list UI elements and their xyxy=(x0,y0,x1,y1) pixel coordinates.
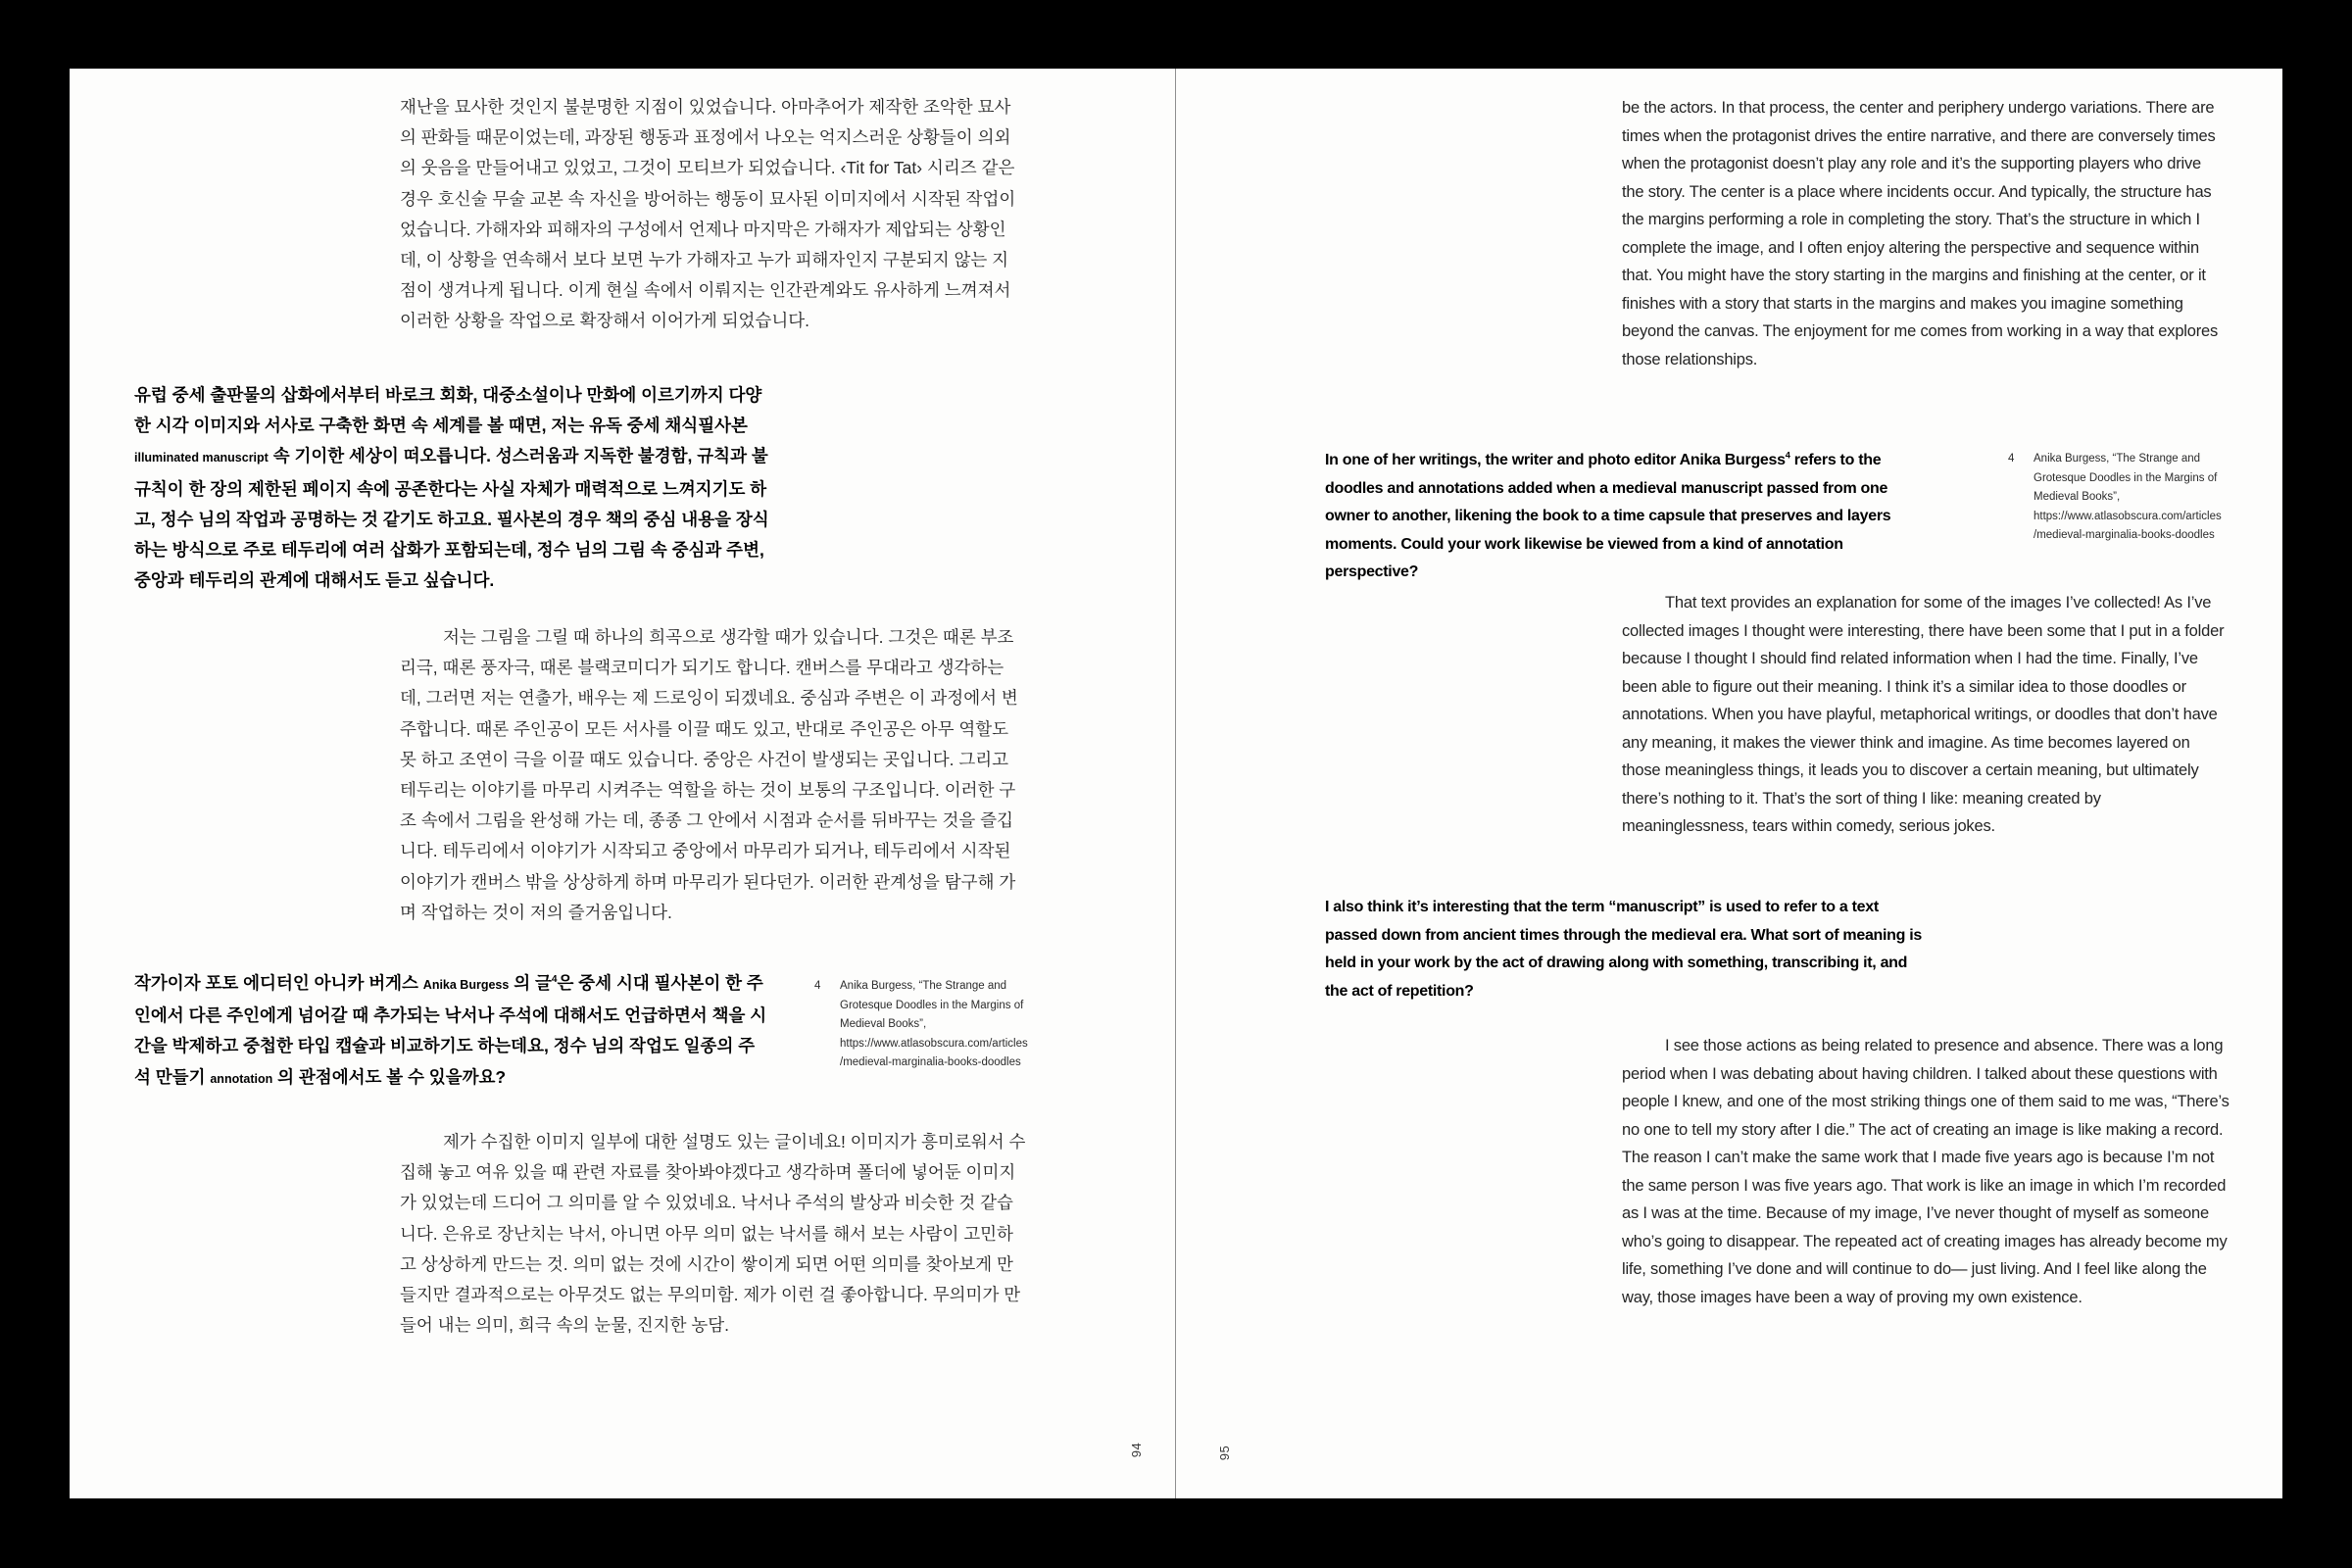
right-footnote-4 xyxy=(2008,450,2222,546)
footnote-text: Anika Burgess, “The Strange and Grotesque Doodles in the Margins of Medieval Books”, https://www.atlasobscura.com/articles/medieval-marginalia-books-doodles xyxy=(840,980,1028,1068)
inline-english-anika-burgess: Anika Burgess xyxy=(422,978,510,992)
right-question-1 xyxy=(1325,447,1921,587)
left-question-1 xyxy=(134,380,769,596)
left-answer-continued: 재난을 묘사한 것인지 불분명한 지점이 있었습니다. 아마추어가 제작한 조악한 묘사의 판화들 때문이었는데, 과장된 행동과 표정에서 나오는 억지스러운 상황들이 의외의 웃음을 만들어내고 있었고, 그것이 모티브가 되었습니다. ‹Tit for Tat› 시리즈 같은 경우 호신술 무술 교본 속 자신을 방어하는 행동이 묘사된 이미지에서 시작된 작업이었습니다. 가해자와 피해자의 구성에서 언제나 마지막은 가해자가 제압되는 상황인데, 이 상황을 연속해서 보다 보면 누가 가해자고 누가 피해자인지 구분되지 않는 지점이 생겨나게 됩니다. 이게 현실 속에서 이뤄지는 인간관계와도 유사하게 느껴져서 이러한 상황을 작업으로 확장해서 이어가게 되었습니다. xyxy=(400,97,1016,331)
footnote-reference-4: 4 xyxy=(1785,450,1790,461)
inline-english-illuminated-manuscript: illuminated manuscript xyxy=(134,451,269,466)
footnote-number: 4 xyxy=(2008,453,2015,465)
footnote-text: Anika Burgess, “The Strange and Grotesque Doodles in the Margins of Medieval Books”, https://www.atlasobscura.com/articles/medieval-marginalia-books-doodles xyxy=(2034,453,2222,541)
footnote-reference-4: 4 xyxy=(551,974,558,986)
footnote-number: 4 xyxy=(814,980,821,992)
right-question-1-before: In one of her writings, the writer and photo editor Anika Burgess xyxy=(1325,452,1786,468)
left-question-2 xyxy=(134,968,769,1095)
right-page-number: 95 xyxy=(1217,1445,1233,1461)
left-question-2-part2: 의 글 xyxy=(509,973,552,993)
left-footnote-4 xyxy=(814,977,1028,1073)
center-fold-line xyxy=(1175,69,1176,1498)
left-page-number: 94 xyxy=(1129,1442,1145,1458)
left-question-2-part3: 은 중세 시대 필사본이 한 주인에서 다른 주인에게 넘어갈 때 추가되는 낙서나 주석에 대해서도 언급하면서 책을 시간을 박제하고 중첩한 타입 캡슐과 비교하기도 하는데요, 정수 님의 작업도 일종의 주석 만들기 xyxy=(134,973,767,1087)
right-question-2: I also think it’s interesting that the term “manuscript” is used to refer to a text passed down from ancient times through the medieval era. What sort of meaning is held in your work by the act of drawing along with something, transcribing it, and the act of repetition? xyxy=(1325,899,1923,1000)
left-answer-2: 저는 그림을 그릴 때 하나의 희곡으로 생각할 때가 있습니다. 그것은 때론 부조리극, 때론 풍자극, 때론 블랙코미디가 되기도 합니다. 캔버스를 무대라고 생각하는데, 그러면 저는 연출가, 배우는 제 드로잉이 되겠네요. 중심과 주변은 이 과정에서 변주합니다. 때론 주인공이 모든 서사를 이끌 때도 있고, 반대로 주인공은 아무 역할도 못 하고 조연이 극을 이끌 때도 있습니다. 중앙은 사건이 발생되는 곳입니다. 그리고 테두리는 이야기를 마무리 시켜주는 역할을 하는 것이 보통의 구조입니다. 이러한 구조 속에서 그림을 완성해 가는 데, 종종 그 안에서 시점과 순서를 뒤바꾸는 것을 즐깁니다. 테두리에서 이야기가 시작되고 중앙에서 마무리가 되거나, 테두리에서 시작된 이야기가 캔버스 밖을 상상하게 하며 마무리가 된다던가. 이러한 관계성을 탐구해 가며 작업하는 것이 저의 즐거움입니다. xyxy=(400,627,1018,922)
left-question-2-part1: 작가이자 포토 에디터인 아니카 버게스 xyxy=(134,973,423,993)
left-question-1-korean-before: 유럽 중세 출판물의 삽화에서부터 바로크 회화, 대중소설이나 만화에 이르기까지 다양한 시각 이미지와 서사로 구축한 화면 속 세계를 볼 때면, 저는 유독 중세 채식필사본 xyxy=(134,385,762,436)
right-answer-2: That text provides an explanation for some of the images I’ve collected! As I’ve collected images I thought were interesting, there have been some that I put in a folder because I thought I should find related information when I had the time. Finally, I’ve been able to figure out their meaning. I think it’s a similar idea to those doodles or annotations. When you have playful, metaphorical writings, or doodles that don’t have any meaning, it makes the viewer think and imagine. As time becomes layered on those meaningless things, it leads you to discover a certain meaning, but ultimately there’s nothing to it. That’s the sort of thing I like: meaning created by meaninglessness, tears within comedy, serious jokes. xyxy=(1622,594,2225,835)
inline-english-annotation: annotation xyxy=(210,1071,273,1086)
right-answer-continued: be the actors. In that process, the center and periphery undergo variations. There are times when the protagonist drives the entire narrative, and there are conversely times when the protagonist doesn’t play any role and it’s the supporting players who drive the story. The center is a place where incidents occur. And typically, the structure has the margins performing a role in completing the story. That’s the structure in which I complete the image, and I often enjoy altering the perspective and sequence within that. You might have the story starting in the margins and finishing at the center, or it finishes with a story that starts in the margins and makes you imagine something beyond the canvas. The enjoyment for me comes from working in a way that explores those relationships. xyxy=(1622,99,2219,368)
right-question-1-after: refers to the doodles and annotations added when a medieval manuscript passed from one owner to another, likening the book to a time capsule that preserves and layers moments. Could your work likewise be viewed from a kind of annotation perspective? xyxy=(1325,452,1891,580)
left-question-2-part4: 의 관점에서도 볼 수 있을까요? xyxy=(272,1066,507,1087)
left-answer-3: 제가 수집한 이미지 일부에 대한 설명도 있는 글이네요! 이미지가 흥미로워서 수집해 놓고 여유 있을 때 관련 자료를 찾아봐야겠다고 생각하며 폴더에 넣어둔 이미지가 있었는데 드디어 그 의미를 알 수 있었네요. 낙서나 주석의 발상과 비슷한 것 같습니다. 은유로 장난치는 낙서, 아니면 아무 의미 없는 낙서를 해서 보는 사람이 고민하고 상상하게 만드는 것. 의미 없는 것에 시간이 쌓이게 되면 어떤 의미를 찾아보게 만들지만 결과적으로는 아무것도 없는 무의미함. 제가 이런 걸 좋아합니다. 무의미가 만들어 내는 의미, 희극 속의 눈물, 진지한 농담. xyxy=(400,1132,1026,1336)
right-answer-3: I see those actions as being related to presence and absence. There was a long period when I was debating about having children. I talked about these questions with people I knew, and one of the most striking things one of them said to me was, “There’s no one to tell my story after I die.” The act of creating an image is like making a record. The reason I can’t make the same work that I made five years ago is because I’m not the same person I was five years ago. That work is like an image in which I’m recorded as I was at the time. Because of my image, I’ve never thought of myself as someone who’s going to disappear. The repeated act of creating images has already become my life, something I’ve done and will continue to do— just living. And I feel like along the way, those images have been a way of proving my own existence. xyxy=(1622,1037,2230,1306)
left-question-1-korean-after: 속 기이한 세상이 떠오릅니다. 성스러움과 지독한 불경함, 규칙과 불규칙이 한 장의 제한된 페이지 속에 공존한다는 사실 자체가 매력적으로 느껴지기도 하고, 정수 님의 작업과 공명하는 것 같기도 하고요. 필사본의 경우 책의 중심 내용을 장식하는 방식으로 주로 테두리에 여러 삽화가 포함되는데, 정수 님의 그림 속 중심과 주변, 중앙과 테두리의 관계에 대해서도 듣고 싶습니다. xyxy=(134,446,769,591)
